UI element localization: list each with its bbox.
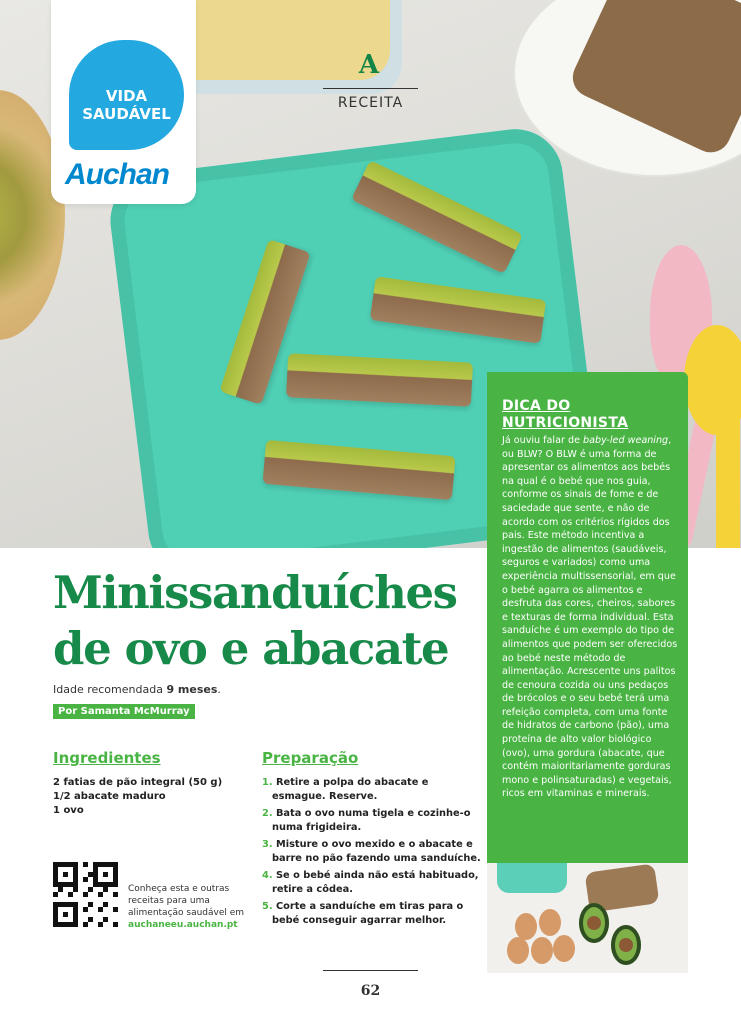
- badge-line-1: VIDA: [105, 87, 148, 105]
- nutrition-tip-box: [487, 372, 688, 863]
- photo-egg: [515, 913, 537, 940]
- footer-divider: [323, 970, 418, 971]
- ingredients-heading: Ingredientes: [53, 749, 161, 767]
- age-suffix: .: [217, 683, 221, 696]
- page-number: 62: [360, 983, 381, 999]
- preparation-steps: [262, 776, 482, 931]
- preparation-heading: Preparação: [262, 749, 359, 767]
- qr-module: [113, 922, 118, 927]
- header-divider: [323, 88, 418, 89]
- step-text: Se o bebé ainda não está habituado, retire a côdea.: [272, 870, 479, 895]
- title-line-2: de ovo e abacate: [53, 622, 449, 675]
- yellow-spoon-handle: [716, 410, 740, 548]
- step-number: 1.: [262, 777, 273, 788]
- qr-code[interactable]: [53, 862, 118, 927]
- step-number: 2.: [262, 808, 273, 819]
- recipe-title: [53, 565, 483, 677]
- photo-plate: [497, 863, 567, 893]
- preparation-step: [262, 869, 482, 896]
- brand-logo: [51, 0, 196, 204]
- badge-line-2: SAUDÁVEL: [82, 105, 171, 123]
- auchan-bird-icon: A: [358, 50, 380, 80]
- recommended-age: [53, 683, 221, 696]
- preparation-step: [262, 900, 482, 927]
- tip-body-emphasis: baby-led weaning: [583, 435, 669, 446]
- preparation-step: [262, 776, 482, 803]
- vida-saudavel-badge: [69, 40, 184, 150]
- ingredients-list: [53, 776, 222, 818]
- ingredients-photo: [487, 863, 688, 973]
- photo-avocado-pit: [587, 916, 601, 930]
- qr-caption-text: Conheça esta e outras receitas para uma alimentação saudável em: [128, 884, 245, 918]
- tip-body-start: Já ouviu falar de: [502, 435, 584, 446]
- photo-egg: [553, 935, 575, 962]
- step-text: Corte a sanduíche em tiras para o bebé conseguir agarrar melhor.: [272, 901, 464, 926]
- ingredient-item: 2 fatias de pão integral (50 g): [53, 777, 223, 788]
- age-prefix: Idade recomendada: [53, 683, 163, 696]
- step-text: Bata o ovo numa tigela e cozinhe-o numa frigideira.: [272, 808, 471, 833]
- ingredient-item: 1/2 abacate maduro: [53, 791, 166, 802]
- tip-body-rest: , ou BLW? O BLW é uma forma de apresentar os alimentos aos bebés na qual é o bebé que nos guia, conforme os sinais de fome e de saciedade que sente, e não de acordo com os critérios rígidos dos pais. Este método incentiva a ingestão de alimentos (saudáveis, seguros e variados) como uma experiência multissensorial, em que o bebé agarra os alimentos e desfruta das cores, cheiros, sabores e texturas de forma individual. Esta sanduíche é um exemplo do tipo de alimentos que podem ser oferecidos ao bebé neste método de alimentação. Acrescente uns palitos de cenoura cozida ou uns pedaços de brócolos e o seu bebé terá uma refeição completa, com uma fonte de hidratos de carbono (pão), uma proteína de alto valor biológico (ovo), uma gordura (abacate, que contém maioritariamente gorduras mono e polinsaturadas) e vegetais, ricos em vitaminas e minerais.: [502, 435, 678, 800]
- qr-link[interactable]: auchaneeu.auchan.pt: [128, 920, 238, 930]
- author-tag: Por Samanta McMurray: [53, 704, 195, 719]
- photo-avocado-pit: [619, 938, 633, 952]
- step-number: 3.: [262, 839, 273, 850]
- photo-egg: [539, 909, 561, 936]
- title-line-1: Minissanduíches: [53, 566, 457, 619]
- step-number: 5.: [262, 901, 273, 912]
- section-label: RECEITA: [337, 95, 404, 111]
- preparation-step: [262, 838, 482, 865]
- qr-caption: [128, 883, 253, 931]
- photo-egg: [531, 937, 553, 964]
- ingredient-item: 1 ovo: [53, 805, 84, 816]
- step-number: 4.: [262, 870, 273, 881]
- age-value: 9 meses: [166, 683, 218, 696]
- photo-egg: [507, 937, 529, 964]
- preparation-step: [262, 807, 482, 834]
- step-text: Retire a polpa do abacate e esmague. Reserve.: [272, 777, 429, 802]
- tip-title: DICA DO NUTRICIONISTA: [502, 398, 629, 431]
- auchan-wordmark: Auchan: [65, 158, 170, 191]
- step-text: Misture o ovo mexido e o abacate e barre no pão fazendo uma sanduíche.: [272, 839, 481, 864]
- tip-body: [502, 434, 680, 801]
